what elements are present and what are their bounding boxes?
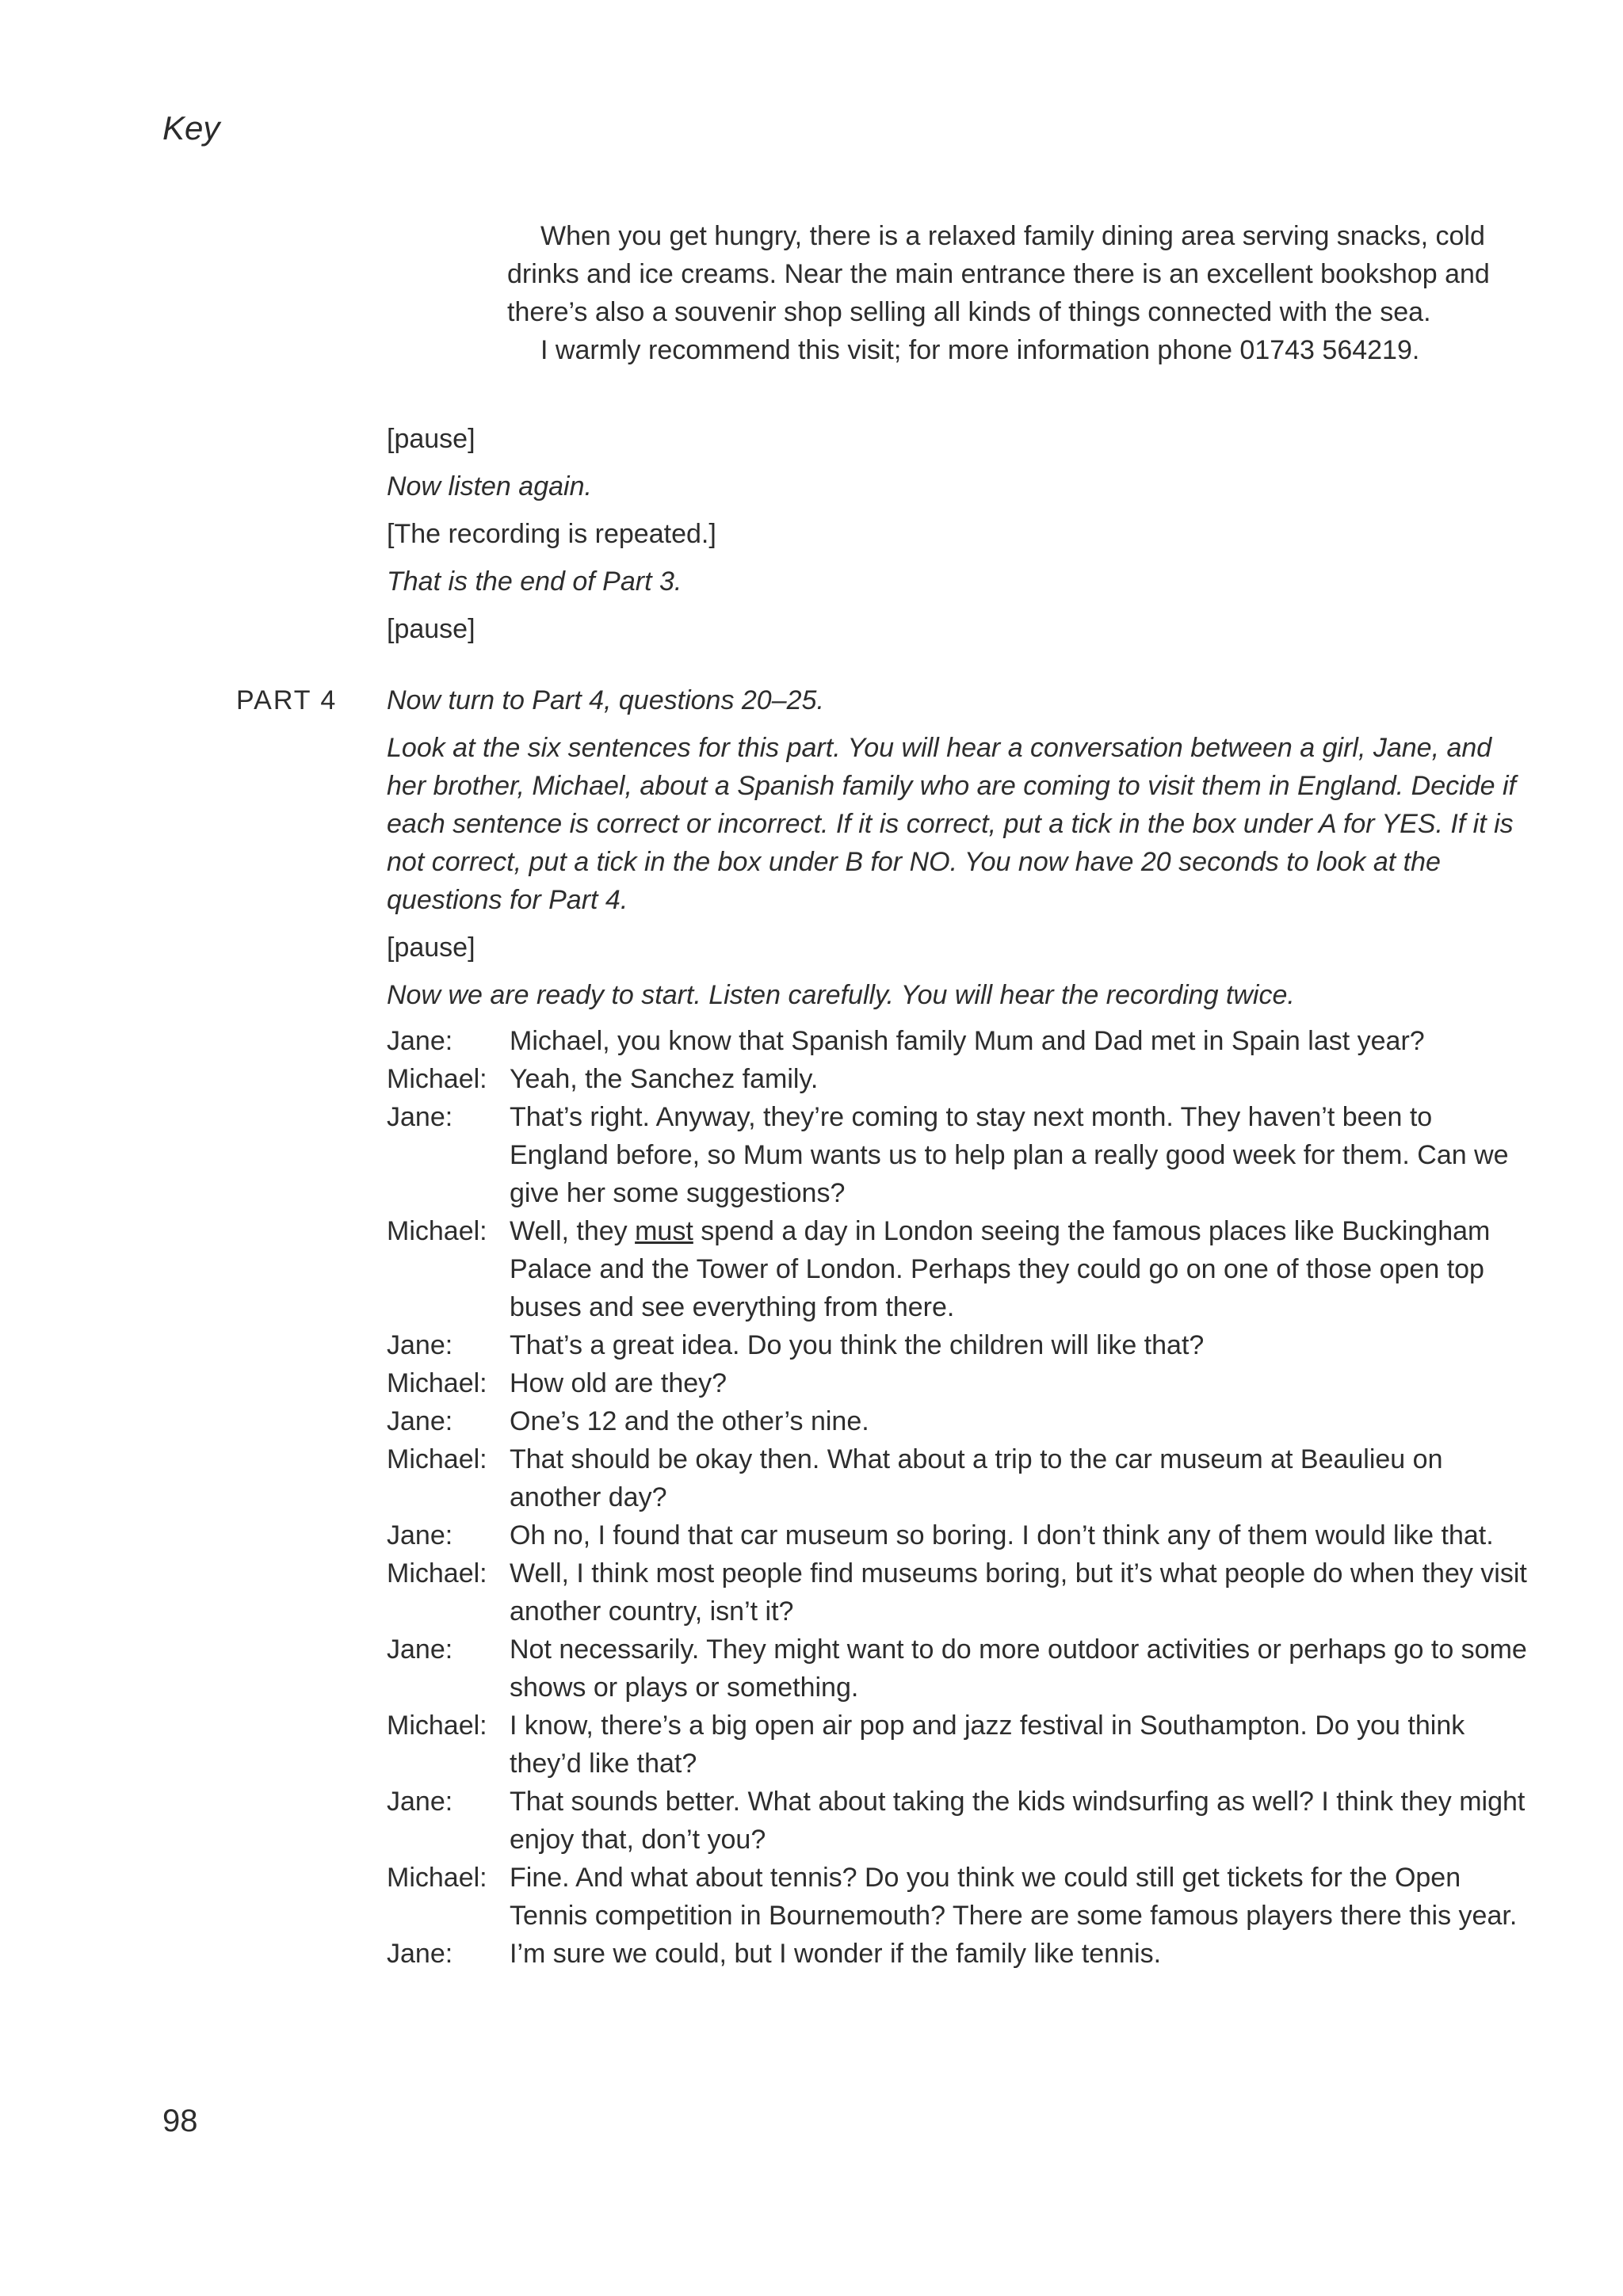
dialogue-line: [387, 1630, 1528, 1707]
speech-text: That should be okay then. What about a trip to the car museum at Beaulieu on another day?: [510, 1444, 1443, 1512]
dialogue-line: [387, 1783, 1528, 1859]
part-4-label: PART 4: [236, 685, 338, 715]
speech-text: I know, there’s a big open air pop and jazz festival in Southampton. Do you think they’d like that?: [510, 1711, 1465, 1779]
recording-repeated-note: [The recording is repeated.]: [387, 519, 716, 549]
speaker-name: Jane:: [387, 1520, 453, 1550]
part-4-turn-to: Now turn to Part 4, questions 20–25.: [387, 685, 824, 715]
speaker-name: Jane:: [387, 1330, 453, 1360]
dialogue-line: [387, 1022, 1528, 1060]
speech-text: How old are they?: [510, 1368, 727, 1398]
speaker-name: Jane:: [387, 1102, 453, 1132]
speech-text: One’s 12 and the other’s nine.: [510, 1406, 869, 1436]
speaker-name: Michael:: [387, 1216, 487, 1246]
speech-text: Well, I think most people find museums boring, but it’s what people do when they visit another country, isn’t it?: [510, 1558, 1527, 1627]
stage-direction-pause: [pause]: [387, 933, 475, 963]
emphasized-word: must: [635, 1216, 693, 1246]
speech-text: I’m sure we could, but I wonder if the family like tennis.: [510, 1939, 1162, 1969]
dialogue-line: [387, 1098, 1528, 1212]
speaker-name: Jane:: [387, 1026, 453, 1056]
part-4-instructions: Look at the six sentences for this part. You will hear a conversation between a girl, Jane, and her brother, Michael, about a Spanish family who are coming to visit them in England. Decide if each sentence is correct or incorrect. If it is correct, put a tick in the box under A for YES. If it is not correct, put a tick in the box under B for NO. You now have 20 seconds to look at the questions for Part 4.: [387, 733, 1516, 915]
speech-text: Fine. And what about tennis? Do you think we could still get tickets for the Open Tennis competition in Bournemouth? There are some famous players there this year.: [510, 1863, 1518, 1931]
speech-text-part: Well, they: [510, 1216, 636, 1246]
speech-text: That’s a great idea. Do you think the children will like that?: [510, 1330, 1205, 1360]
dialogue-line: [387, 1516, 1528, 1554]
speaker-name: Jane:: [387, 1939, 453, 1969]
end-of-part-3: That is the end of Part 3.: [387, 566, 682, 597]
dialogue-line: [387, 1440, 1528, 1516]
speaker-name: Jane:: [387, 1406, 453, 1436]
dialogue-line: [387, 1402, 1528, 1440]
section-header: Key: [162, 109, 220, 147]
speech-text: Michael, you know that Spanish family Mum and Dad met in Spain last year?: [510, 1026, 1425, 1056]
stage-direction-pause: [pause]: [387, 614, 475, 644]
dialogue-line: [387, 1707, 1528, 1783]
dialogue-line: [387, 1326, 1528, 1364]
page-number: 98: [162, 2103, 198, 2138]
dialogue-line: [387, 1060, 1528, 1098]
speech-text: Oh no, I found that car museum so boring. I don’t think any of them would like that.: [510, 1520, 1494, 1550]
dialogue-line: [387, 1364, 1528, 1402]
speech-text: Yeah, the Sanchez family.: [510, 1064, 819, 1094]
speech-text-part: spend a day in London seeing the famous places like Buckingham Palace and the Tower of London. Perhaps they could go on one of those open top buses and see everything from there.: [510, 1216, 1491, 1322]
speaker-name: Jane:: [387, 1787, 453, 1817]
speech-text: That sounds better. What about taking the kids windsurfing as well? I think they might enjoy that, don’t you?: [510, 1787, 1526, 1855]
speaker-name: Michael:: [387, 1064, 487, 1094]
speaker-name: Michael:: [387, 1711, 487, 1741]
speaker-name: Michael:: [387, 1444, 487, 1474]
intro-paragraph: When you get hungry, there is a relaxed family dining area serving snacks, cold drinks and ice creams. Near the main entrance there is an excellent bookshop and there’s also a souvenir shop selling all kinds of things connected with the sea.: [507, 221, 1490, 327]
dialogue-line: [387, 1859, 1528, 1935]
speaker-name: Michael:: [387, 1558, 487, 1589]
dialogue-transcript: [387, 1022, 1528, 1973]
speech-text: Not necessarily. They might want to do more outdoor activities or perhaps go to some shows or plays or something.: [510, 1634, 1527, 1703]
speaker-name: Michael:: [387, 1368, 487, 1398]
speaker-name: Jane:: [387, 1634, 453, 1665]
speech-text: [510, 1212, 1528, 1326]
dialogue-line: [387, 1554, 1528, 1630]
intro-text: [507, 217, 1514, 369]
speech-text: That’s right. Anyway, they’re coming to stay next month. They haven’t been to England before, so Mum wants us to help plan a really good week for them. Can we give her some suggestions?: [510, 1102, 1509, 1208]
listen-again-instruction: Now listen again.: [387, 471, 592, 502]
speaker-name: Michael:: [387, 1863, 487, 1893]
stage-direction-pause: [pause]: [387, 424, 475, 454]
intro-paragraph: I warmly recommend this visit; for more information phone 01743 564219.: [540, 335, 1420, 365]
dialogue-line: [387, 1935, 1528, 1973]
ready-instruction: Now we are ready to start. Listen carefully. You will hear the recording twice.: [387, 980, 1295, 1010]
dialogue-line: [387, 1212, 1528, 1326]
